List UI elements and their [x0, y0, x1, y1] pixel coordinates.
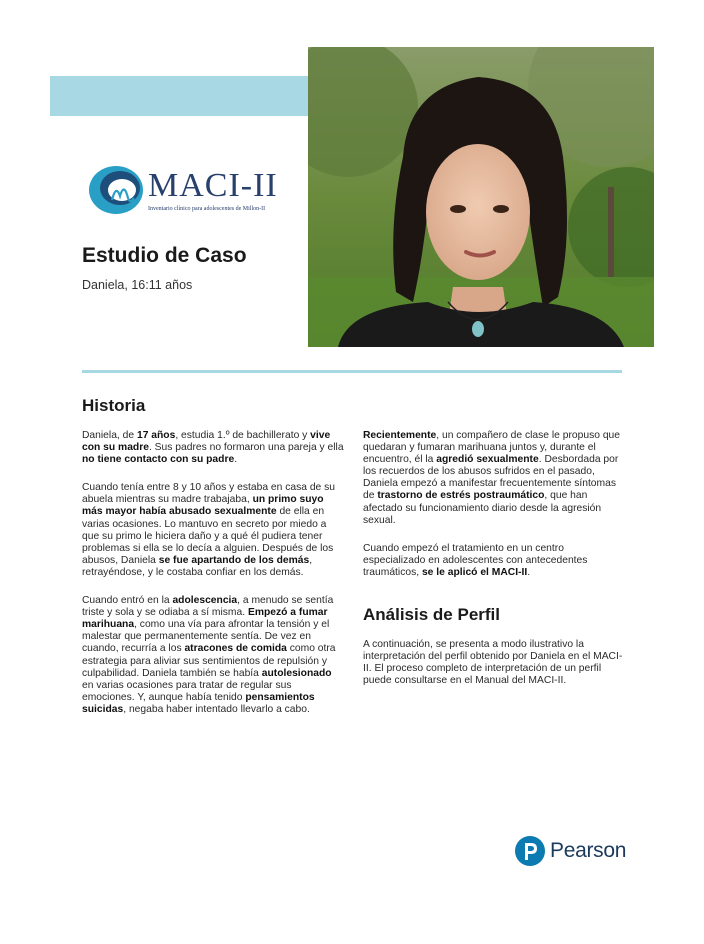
bold-text-run: un primo suyo más mayor había abusado sexualmente [82, 494, 324, 518]
page-subtitle: Daniela, 16:11 años [82, 278, 193, 292]
bold-text-run: se le aplicó el MACI-II [421, 566, 528, 578]
bold-text-run: trastorno de estrés postraumático [377, 490, 545, 502]
text-run: . [527, 566, 531, 578]
text-run: Cuando empezó el tratamiento en un centro especializado en adolescentes con antecedentes traumáticos, [363, 542, 588, 578]
text-run: de ella en varias ocasiones. Lo mantuvo en secreto por miedo a que su primo le hiciera daño y a qué él pudiera tener problemas si ella se lo decía a alguien. Después de los abusos, Daniela [82, 506, 334, 566]
portrait-photo [308, 47, 654, 347]
bold-text-run: 17 años [136, 430, 176, 441]
historia-column-left [82, 430, 344, 732]
text-run: . Desbordada por los recuerdos de los abusos sufridos en el pasado, Daniela empezó a manifestar frecuentemente síntomas de [363, 454, 619, 502]
bold-text-run: no tiene contacto con su padre [82, 454, 235, 466]
historia-column-right [363, 430, 625, 595]
text-run: , que han afectado su funcionamiento diario desde la agresión sexual. [363, 490, 602, 526]
logo-subtitle: Inventario clínico para adolescentes de Millon-II [148, 206, 266, 212]
bold-text-run: pensamientos suicidas [82, 691, 315, 715]
bold-text-run: vive con su madre [82, 430, 331, 454]
header-accent-band [50, 76, 312, 116]
historia-paragraph [363, 543, 625, 579]
bold-text-run: atracones de comida [184, 643, 287, 655]
text-run: . [234, 454, 238, 466]
maci-ii-logo [86, 160, 286, 224]
text-run: , retrayéndose, y le costaba confiar en los demás. [82, 554, 313, 578]
text-run: , como una vía para afrontar la tensión y el malestar que permanentemente sentía. De vez en cuando, recurría a los [82, 619, 330, 655]
historia-paragraph [82, 430, 344, 466]
text-run: Cuando tenía entre 8 y 10 años y estaba en casa de su abuela mientras su madre trabajaba, [82, 482, 336, 506]
historia-paragraph [82, 482, 344, 579]
maci-logo-icon [86, 160, 148, 224]
logo-name: MACI-II [148, 167, 278, 204]
historia-paragraph [82, 595, 344, 716]
text-run: . Sus padres no formaron una pareja y ella [148, 442, 344, 454]
analisis-heading: Análisis de Perfil [363, 605, 500, 624]
bold-text-run: Empezó a fumar marihuana [82, 607, 328, 631]
text-run: Daniela, de [82, 430, 137, 441]
text-run: en varias ocasiones para tratar de regular sus emociones. Y, aunque había tenido [82, 679, 292, 703]
text-run: , un compañero de clase le propuso que quedaran y fumaran marihuana juntos y, durante el encuentro, él la [363, 430, 621, 466]
historia-paragraph [363, 430, 625, 527]
pearson-wordmark: Pearson [550, 839, 627, 862]
page-title: Estudio de Caso [82, 244, 247, 267]
pearson-logo [514, 835, 627, 871]
historia-heading: Historia [82, 396, 146, 415]
bold-text-run: adolescencia [172, 595, 238, 607]
analisis-text: A continuación, se presenta a modo ilustrativo la interpretación del perfil obtenido por Daniela en el MACI-II. El proceso completo de interpretación de un perfil puede consultarse en el Manual del MACI-II. [363, 639, 623, 687]
text-run: Cuando entró en la [82, 595, 173, 607]
section-divider [82, 370, 622, 373]
bold-text-run: agredió sexualmente [436, 454, 539, 466]
text-run: , estudia 1.º de bachillerato y [175, 430, 311, 441]
bold-text-run: Recientemente [363, 430, 437, 441]
bold-text-run: se fue apartando de los demás [158, 554, 310, 566]
text-run: como otra estrategia para aliviar sus sentimientos de repulsión y culpabilidad. Daniela también se había [82, 643, 336, 679]
text-run: , negaba haber intentado llevarlo a cabo. [123, 703, 310, 715]
bold-text-run: autolesionado [261, 667, 332, 679]
text-run: , a menudo se sentía triste y sola y se odiaba a sí misma. [82, 595, 334, 619]
pearson-p-icon [514, 835, 546, 867]
